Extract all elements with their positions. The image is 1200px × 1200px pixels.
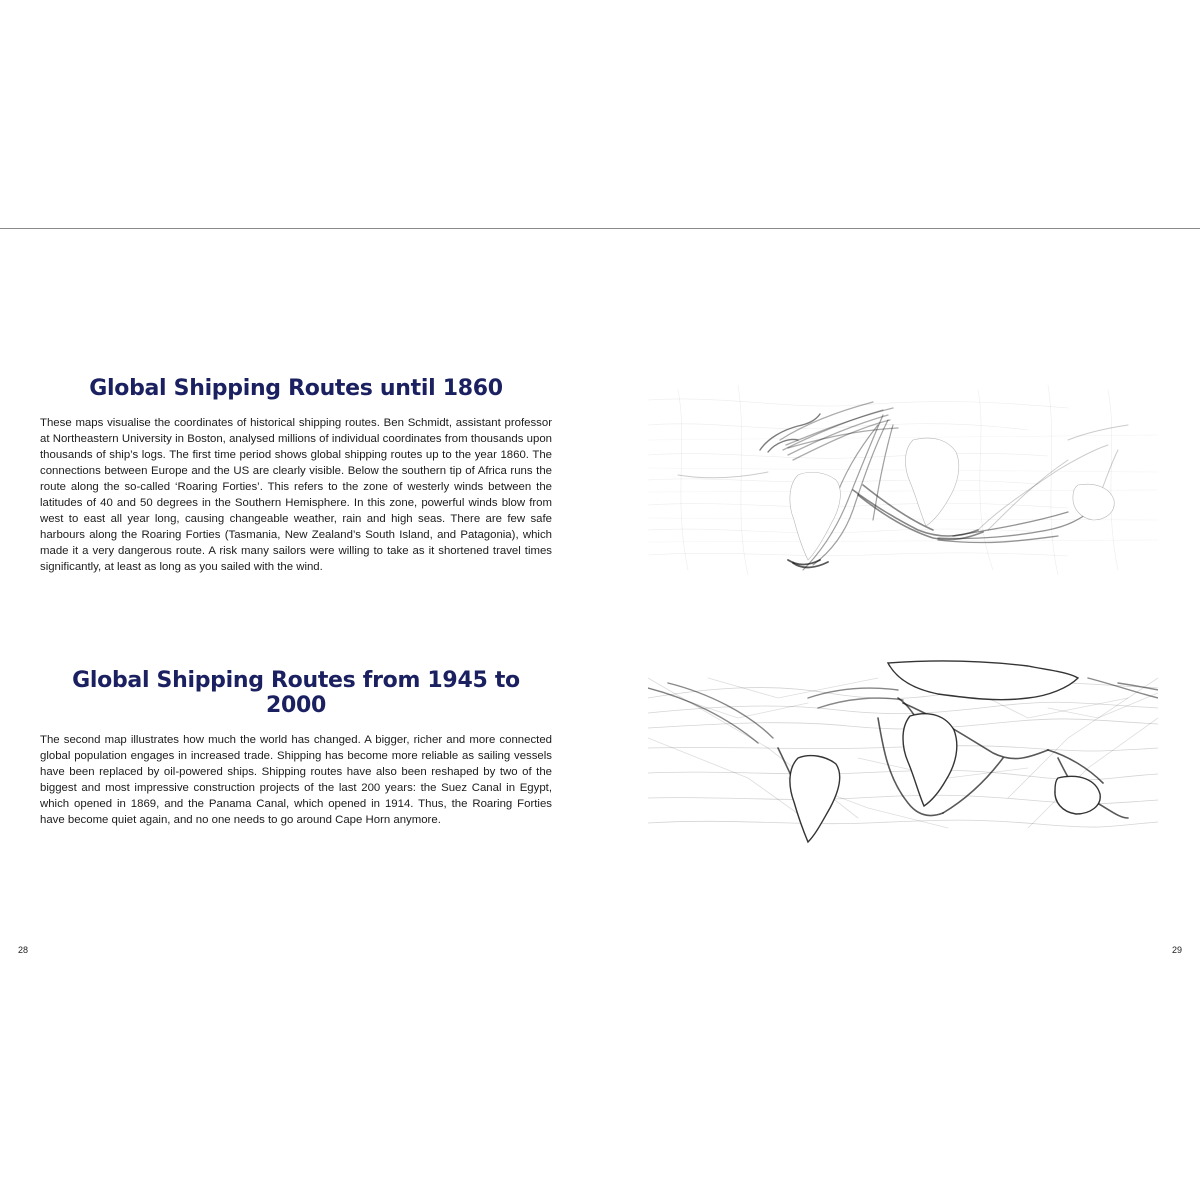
- section-heading: Global Shipping Routes from 1945 to 2000: [72, 668, 520, 718]
- map-shipping-routes-1945-2000: [648, 658, 1158, 856]
- map-1860-graphic: [648, 380, 1158, 576]
- section-routes-until-1860: [40, 376, 552, 575]
- section-routes-1945-2000: [40, 668, 552, 828]
- top-divider-line: [0, 228, 1200, 229]
- section-body-text: These maps visualise the coordinates of historical shipping routes. Ben Schmidt, assistant professor at Northeastern University in Boston, analysed millions of individual coordinates from thousands upon thousands of ship’s logs. The first time period shows global shipping routes up to the year 1860. The connections between Europe and the US are clearly visible. Below the southern tip of Africa runs the route along the so-called ‘Roaring Forties’. This refers to the zone of westerly winds between the latitudes of 40 and 50 degrees in the Southern Hemisphere. In this zone, powerful winds blow from west to east all year long, causing changeable weather, rain and high seas. There are few safe harbours along the Roaring Forties (Tasmania, New Zealand’s South Island, and Patagonia), which made it a very dangerous route. A risk many sailors were willing to take as it shortened travel times significantly, at least as long as you sailed with the wind.: [40, 417, 552, 573]
- top-blank-band: [0, 0, 1200, 228]
- page-number-right: 29: [1171, 945, 1182, 955]
- section-body-text: The second map illustrates how much the world has changed. A bigger, richer and more connected global population engages in increased trade. Shipping has become more reliable as sailing vessels have been replaced by oil-powered ships. Shipping routes have also been reshaped by two of the biggest and most impressive construction projects of the last 200 years: the Suez Canal in Egypt, which opened in 1869, and the Panama Canal, which opened in 1914. Thus, the Roaring Forties have become quiet again, and no one needs to go around Cape Horn anymore.: [40, 734, 552, 826]
- map-shipping-routes-1860: [648, 380, 1158, 576]
- map-1945-2000-graphic: [648, 658, 1158, 856]
- section-heading: Global Shipping Routes until 1860: [89, 376, 503, 401]
- page-number-left: 28: [18, 945, 29, 955]
